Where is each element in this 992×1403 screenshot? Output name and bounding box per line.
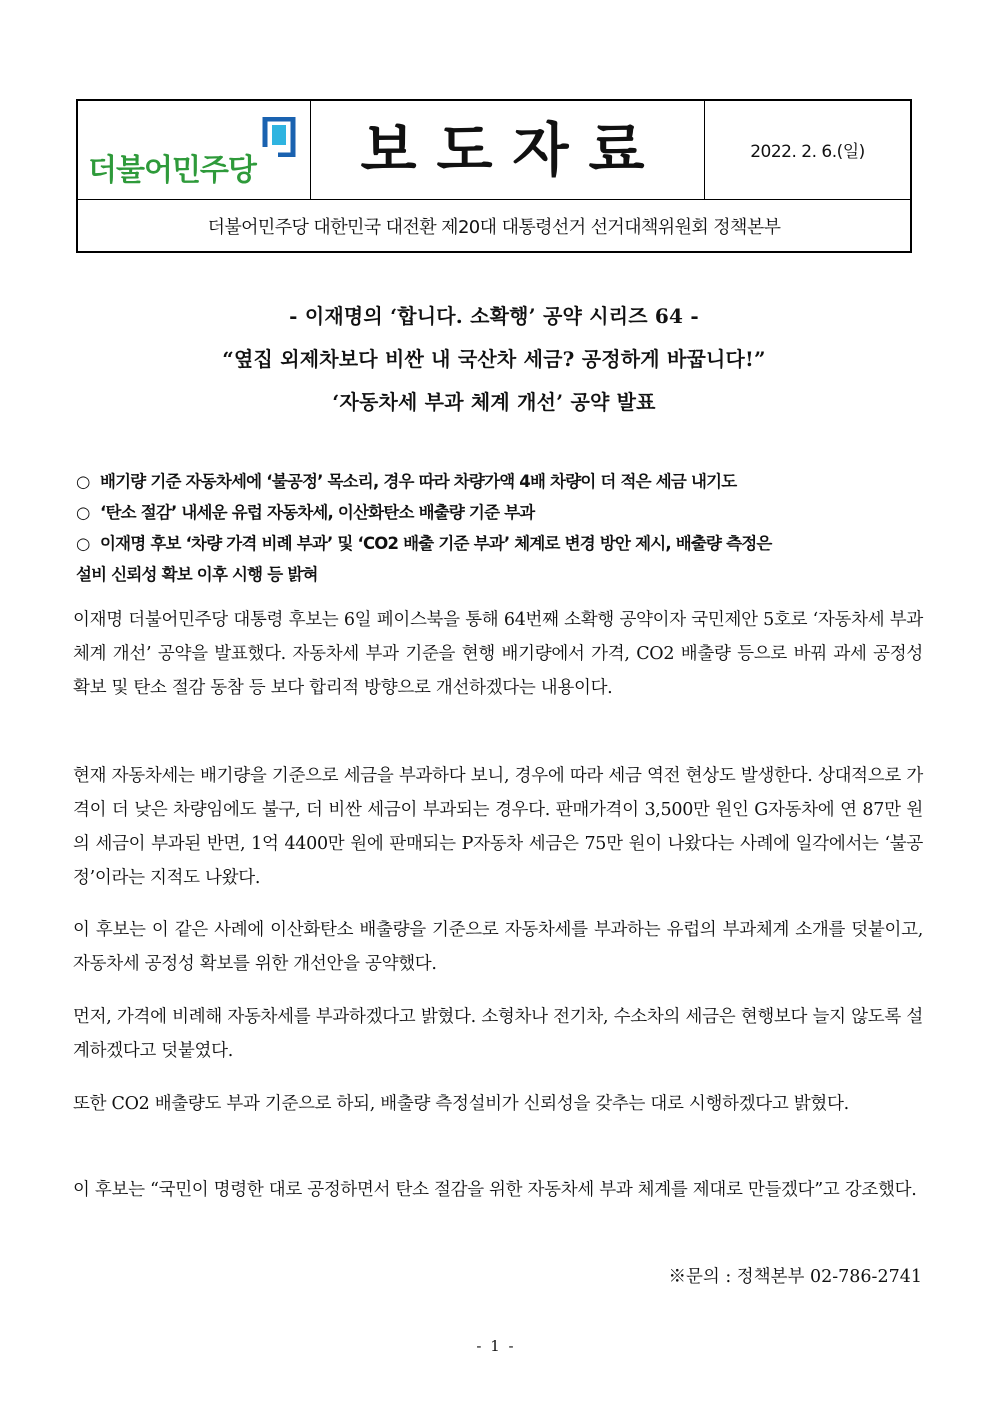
body-paragraph: 이 후보는 이 같은 사례에 이산화탄소 배출량을 기준으로 자동차세를 부과하는 유럽의 부과체계 소개를 덧붙이고, 자동차세 공정성 확보를 위한 개선안을 공약했다. — [73, 920, 923, 974]
summary-item-continuation: 설비 신뢰성 확보 이후 시행 등 밝혀 — [76, 565, 318, 584]
press-title: 보도자료 — [360, 116, 665, 184]
summary-list — [76, 466, 926, 590]
body-paragraph: 이 후보는 “국민이 명령한 대로 공정하면서 탄소 절감을 위한 자동차세 부과 체계를 제대로 만들겠다”고 강조했다. — [73, 1180, 917, 1200]
summary-item-text: ‘탄소 절감’ 내세운 유럽 자동차세, 이산화탄소 배출량 기준 부과 — [100, 503, 535, 522]
organization-row — [78, 200, 910, 251]
header-top-row — [78, 101, 910, 200]
bullet-circle-icon: ○ — [76, 534, 90, 553]
body-paragraph: 이재명 더불어민주당 대통령 후보는 6일 페이스북을 통해 64번째 소확행 공약이자 국민제안 5호로 ‘자동차세 부과 체계 개선’ 공약을 발표했다. 자동차세 부과 기준을 현행 배기량에서 가격, CO2 배출량 등으로 바꿔 과세 공정성 확보 및 탄소 절감 동참 등 보다 합리적 방향으로 개선하겠다는 내용이다. — [73, 610, 923, 698]
contact-info: ※문의 : 정책본부 02-786-2741 — [668, 1267, 922, 1287]
press-title-cell — [311, 101, 705, 199]
summary-item-text: 배기량 기준 자동차세에 ‘불공정’ 목소리, 경우 따라 차량가액 4배 차량이 더 적은 세금 내기도 — [100, 472, 737, 491]
bullet-circle-icon: ○ — [76, 503, 90, 522]
headline-sub: ‘자동차세 부과 체계 개선’ 공약 발표 — [332, 390, 656, 414]
party-logo-text: 더불어민주당 — [88, 153, 256, 188]
headline-main: “옆집 외제차보다 비싼 내 국산차 세금? 공정하게 바꿉니다!” — [222, 347, 766, 371]
party-logo-mark-icon — [261, 117, 297, 157]
page-number: - 1 - — [476, 1337, 516, 1355]
date-cell — [705, 101, 910, 199]
bullet-circle-icon: ○ — [76, 472, 90, 491]
summary-item — [76, 466, 926, 497]
summary-item — [76, 528, 926, 559]
summary-item-text: 이재명 후보 ‘차량 가격 비례 부과’ 및 ‘CO2 배출 기준 부과’ 체계로 변경 방안 제시, 배출량 측정은 — [100, 534, 772, 553]
release-date: 2022. 2. 6.(일) — [750, 142, 865, 162]
body-paragraph: 먼저, 가격에 비례해 자동차세를 부과하겠다고 밝혔다. 소형차나 전기차, 수소차의 세금은 현행보다 늘지 않도록 설계하겠다고 덧붙였다. — [73, 1007, 923, 1061]
headline-series: - 이재명의 ‘합니다. 소확행’ 공약 시리즈 64 - — [289, 304, 699, 328]
body-paragraph: 현재 자동차세는 배기량을 기준으로 세금을 부과하다 보니, 경우에 따라 세금 역전 현상도 발생한다. 상대적으로 가격이 더 낮은 차량임에도 불구, 더 비싼 세금이 부과되는 경우다. 판매가격이 3,500만 원인 G자동차에 연 87만 원의 세금이 부과된 반면, 1억 4400만 원에 판매되는 P자동차 세금은 75만 원이 나왔다는 사례에 일각에서는 ‘불공정’이라는 지적도 나왔다. — [73, 766, 923, 888]
organization-name: 더불어민주당 대한민국 대전환 제20대 대통령선거 선거대책위원회 정책본부 — [207, 217, 781, 238]
press-release-header — [76, 99, 912, 253]
summary-item — [76, 497, 926, 528]
party-logo-cell — [78, 101, 311, 199]
body-paragraph: 또한 CO2 배출량도 부과 기준으로 하되, 배출량 측정설비가 신뢰성을 갖추는 대로 시행하겠다고 밝혔다. — [73, 1094, 849, 1114]
